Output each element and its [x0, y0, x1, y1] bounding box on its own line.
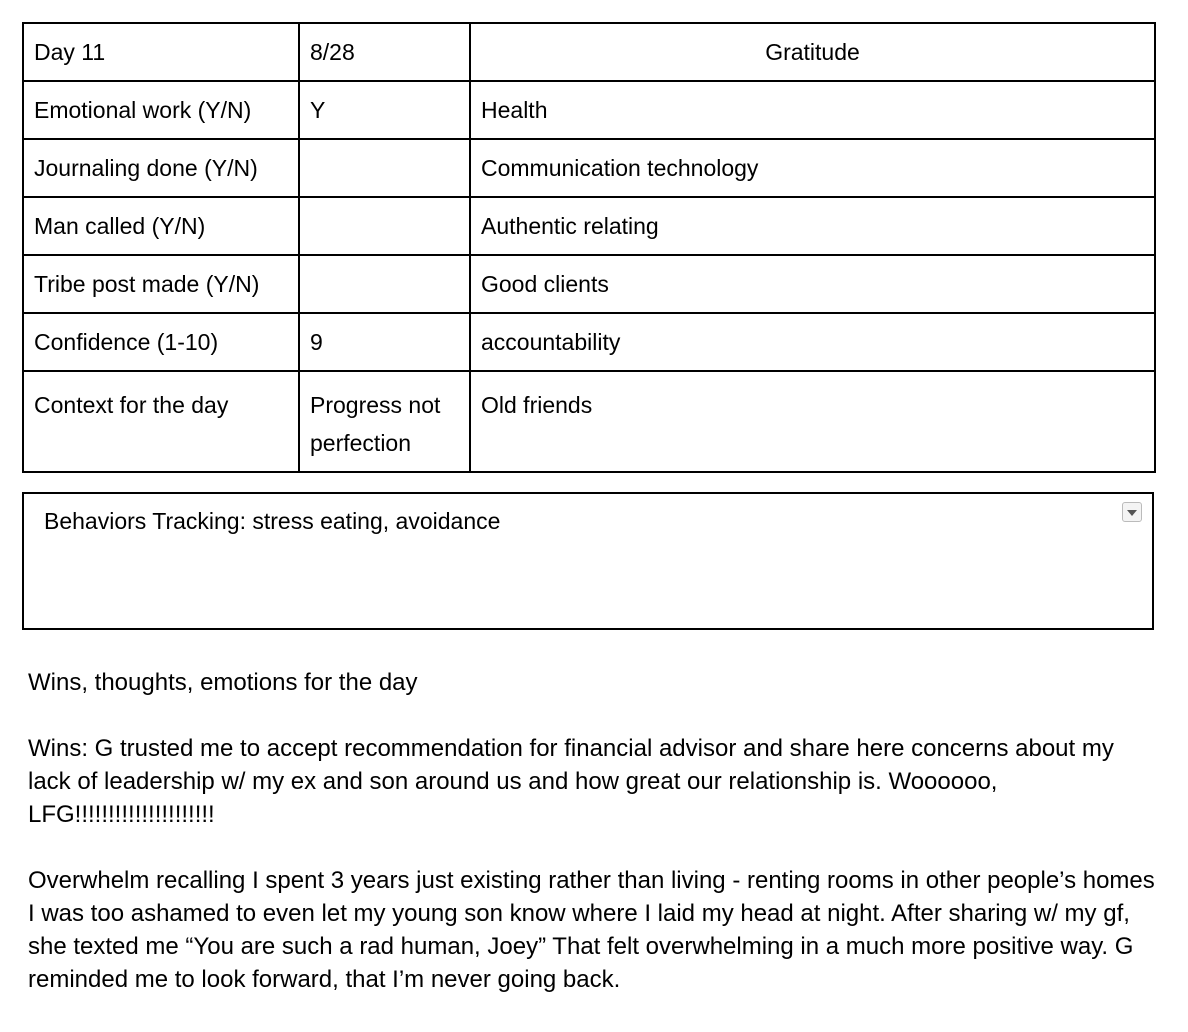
row-value[interactable]: 9 [299, 313, 470, 371]
behaviors-tracking-box[interactable] [22, 492, 1154, 630]
chevron-down-icon[interactable] [1122, 502, 1142, 522]
row-value[interactable] [299, 197, 470, 255]
row-value[interactable] [299, 255, 470, 313]
row-label[interactable]: Man called (Y/N) [23, 197, 299, 255]
reflection-paragraph: Overwhelm recalling I spent 3 years just existing rather than living - renting rooms in other people’s homes I was too ashamed to even let my young son know where I laid my head at night. After sharing w/ my gf, she texted me “You are such a rad human, Joey” That felt overwhelming in a much more positive way. G reminded me to look forward, that I’m never going back. [28, 867, 1155, 993]
table-row [23, 139, 1155, 197]
gratitude-item[interactable]: Communication technology [470, 139, 1155, 197]
row-value[interactable] [299, 139, 470, 197]
table-row [23, 255, 1155, 313]
table-row [23, 81, 1155, 139]
daily-notes [28, 666, 1158, 1029]
gratitude-item[interactable]: Authentic relating [470, 197, 1155, 255]
gratitude-item[interactable]: accountability [470, 313, 1155, 371]
row-label[interactable]: Context for the day [23, 371, 299, 472]
day-label[interactable]: Day 11 [23, 23, 299, 81]
notes-heading: Wins, thoughts, emotions for the day [28, 669, 418, 696]
gratitude-heading[interactable]: Gratitude [470, 23, 1155, 81]
daily-tracker-table [22, 22, 1156, 473]
behaviors-tracking-text: Behaviors Tracking: stress eating, avoidance [44, 508, 501, 534]
row-label[interactable]: Confidence (1-10) [23, 313, 299, 371]
row-label[interactable]: Emotional work (Y/N) [23, 81, 299, 139]
gratitude-item[interactable]: Health [470, 81, 1155, 139]
row-value[interactable]: Y [299, 81, 470, 139]
row-value[interactable]: Progress not perfection [299, 371, 470, 472]
table-header-row [23, 23, 1155, 81]
date-value[interactable]: 8/28 [299, 23, 470, 81]
row-label[interactable]: Journaling done (Y/N) [23, 139, 299, 197]
table-row [23, 197, 1155, 255]
gratitude-item[interactable]: Good clients [470, 255, 1155, 313]
gratitude-item[interactable]: Old friends [470, 371, 1155, 472]
table-row [23, 371, 1155, 472]
table-row [23, 313, 1155, 371]
wins-paragraph: Wins: G trusted me to accept recommendation for financial advisor and share here concerns about my lack of leadership w/ my ex and son around us and how great our relationship is. Woooooo, LFG!!!!!!!!!!!!!!!!!!!!! [28, 735, 1114, 828]
row-label[interactable]: Tribe post made (Y/N) [23, 255, 299, 313]
